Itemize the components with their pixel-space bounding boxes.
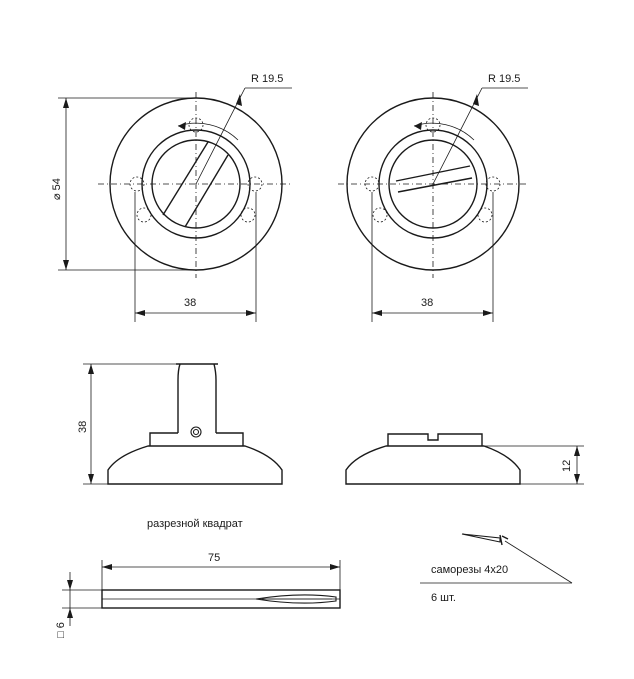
screw-size-label: саморезы 4x20 bbox=[431, 564, 509, 576]
diameter-label: ⌀ 54 bbox=[51, 178, 63, 200]
width-label: 38 bbox=[421, 297, 434, 309]
base-body bbox=[346, 446, 520, 484]
slot-line-2 bbox=[185, 155, 228, 227]
radius-label: R 19.5 bbox=[488, 73, 521, 85]
length-label: 75 bbox=[208, 552, 221, 564]
screw-count-label: 6 шт. bbox=[431, 592, 456, 604]
set-screw bbox=[191, 427, 201, 437]
screw-shaft bbox=[462, 534, 500, 542]
width-label: 38 bbox=[184, 297, 197, 309]
screw-detail bbox=[420, 534, 572, 604]
top-plate bbox=[388, 434, 482, 446]
rosette-plan-left bbox=[51, 73, 292, 322]
stem bbox=[178, 364, 216, 433]
rosette-side-right bbox=[346, 434, 584, 484]
slot-line-1 bbox=[163, 142, 208, 215]
spindle-bar bbox=[55, 552, 340, 638]
square-label: □ 6 bbox=[55, 622, 67, 638]
radius-label: R 19.5 bbox=[251, 73, 284, 85]
height-label: 38 bbox=[77, 420, 89, 433]
screw-leader bbox=[505, 541, 572, 583]
screw-hole-lower-left bbox=[373, 208, 387, 222]
height-label: 12 bbox=[561, 459, 573, 472]
base-body bbox=[108, 446, 282, 484]
caption-split-square: разрезной квадрат bbox=[147, 518, 243, 530]
rosette-side-left bbox=[77, 364, 282, 484]
rosette-plan-right bbox=[338, 73, 528, 322]
slot-line-1 bbox=[396, 166, 470, 181]
